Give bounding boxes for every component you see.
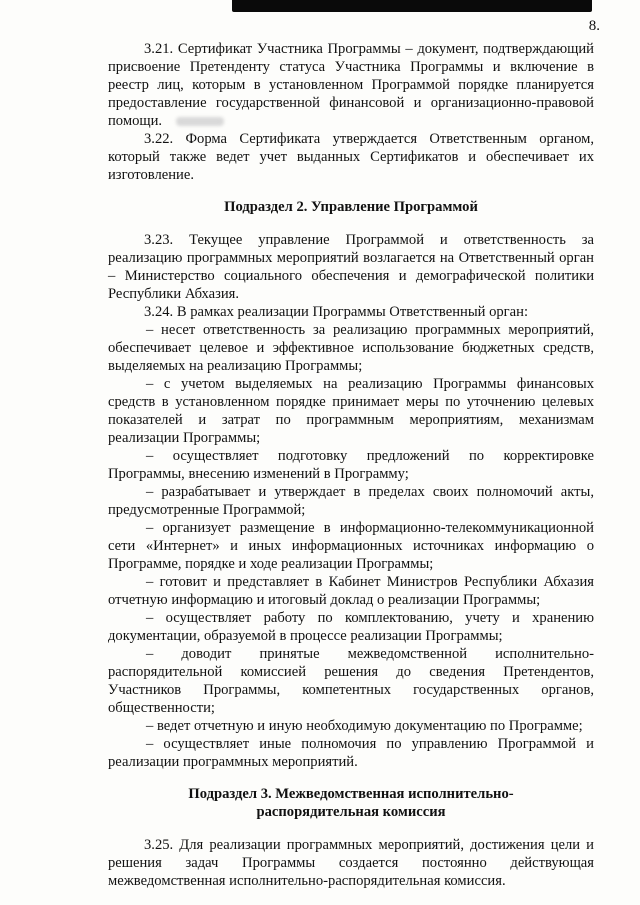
duty-item: – осуществляет работу по комплектованию, учету и хранению документации, образуемой в процессе реализации Программы; — [108, 610, 594, 644]
duty-item: – готовит и представляет в Кабинет Министров Республики Абхазия отчетную информацию и итоговый доклад о реализации Программы; — [108, 574, 594, 608]
paragraph-3-24: 3.24. В рамках реализации Программы Ответственный орган: — [144, 304, 529, 320]
heading-subsection-2: Подраздел 2. Управление Программой — [224, 199, 478, 215]
duty-item: – с учетом выделяемых на реализацию Программы финансовых средств в установленном порядке принимает меры по уточнению целевых показателей и затрат по программным мероприятиям, механизмам реализации Программы; — [108, 376, 594, 446]
duty-item: – доводит принятые межведомственной исполнительно-распорядительной комиссией решения до сведения Претендентов, Участников Программы, компетентных государственных органов, общественности; — [108, 646, 594, 716]
document-body — [108, 40, 594, 890]
duty-item: – осуществляет иные полномочия по управлению Программой и реализации программных мероприятий. — [108, 736, 594, 770]
redacted-mark — [176, 117, 224, 126]
paragraph-3-25: 3.25. Для реализации программных мероприятий, достижения цели и решения задач Программы создается постоянно действующая межведомственная исполнительно-распорядительная комиссия. — [108, 837, 594, 889]
duty-item: – несет ответственность за реализацию программных мероприятий, обеспечивает целевое и эффективное использование бюджетных средств, выделяемых на реализацию Программы; — [108, 322, 594, 374]
scan-edge-bar — [232, 0, 592, 12]
duty-item: – разрабатывает и утверждает в пределах своих полномочий акты, предусмотренные Программой; — [108, 484, 594, 518]
paragraph-3-23: 3.23. Текущее управление Программой и ответственность за реализацию программных мероприятий возлагается на Ответственный орган – Министерство социального обеспечения и демографической политики Республики Абхазия. — [108, 232, 594, 302]
heading-subsection-3-line1: Подраздел 3. Межведомственная исполнительно- — [188, 786, 514, 802]
heading-subsection-3-line2: распорядительная комиссия — [256, 804, 446, 820]
page-number: 8. — [588, 18, 600, 34]
paragraph-3-21 — [108, 40, 594, 130]
paragraph-3-21-text: 3.21. Сертификат Участника Программы – документ, подтверждающий присвоение Претенденту статуса Участника Программы и включение в реестр лиц, которым в установленном Программой порядке планируется предоставление государственной финансовой и организационно-правовой помощи. — [108, 41, 594, 129]
duty-item: – осуществляет подготовку предложений по корректировке Программы, внесению изменений в Программу; — [108, 448, 594, 482]
duty-item: – ведет отчетную и иную необходимую документацию по Программе; — [146, 718, 583, 734]
duty-item: – организует размещение в информационно-телекоммуникационной сети «Интернет» и иных информационных источниках информацию о Программе, порядке и ходе реализации Программы; — [108, 520, 594, 572]
paragraph-3-22: 3.22. Форма Сертификата утверждается Ответственным органом, который также ведет учет выданных Сертификатов и обеспечивает их изготовление. — [108, 131, 594, 183]
heading-subsection-3 — [108, 785, 594, 821]
